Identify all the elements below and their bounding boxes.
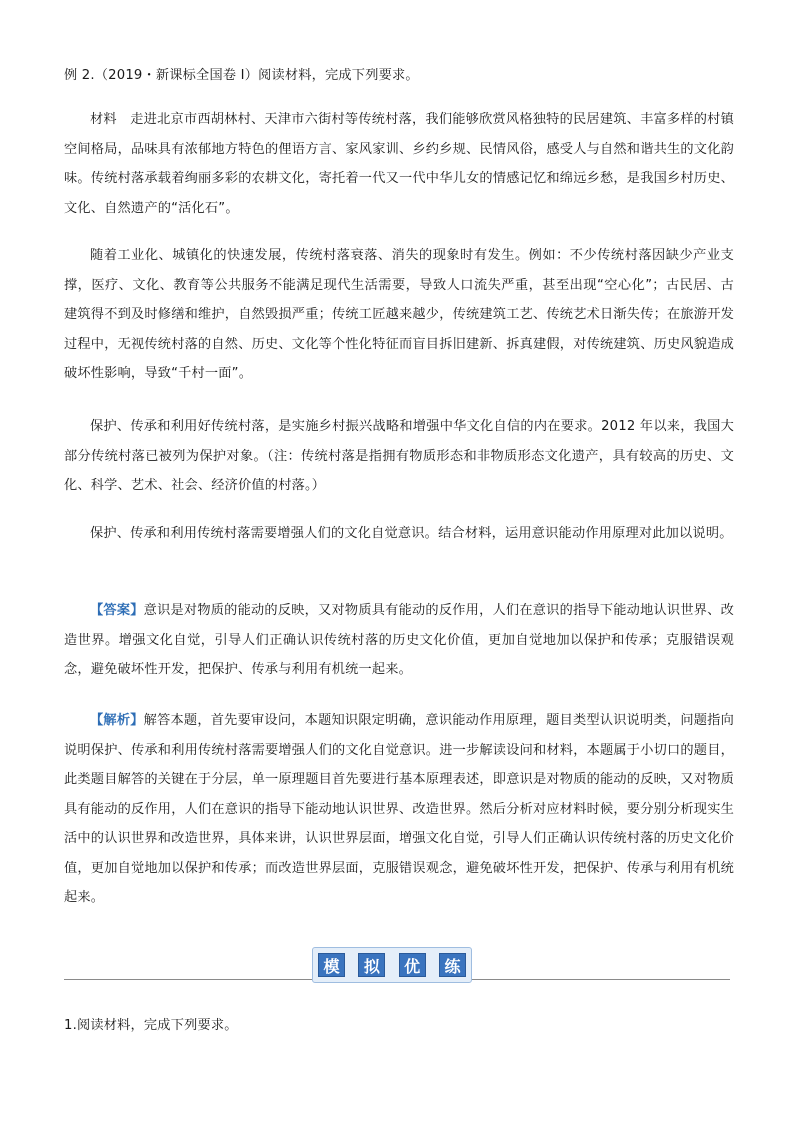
material-paragraph-3: 保护、传承和利用好传统村落，是实施乡村振兴战略和增强中华文化自信的内在要求。2012 年以来，我国大部分传统村落已被列为保护对象。（注：传统村落是指拥有物质形态和非物质形态文化遗产，具有较高的历史、文化、科学、艺术、社会、经济价值的村落。） <box>64 419 734 493</box>
section-banner <box>312 947 474 985</box>
banner-char-1: 模 <box>318 953 345 977</box>
analysis-text: 解答本题，首先要审设问，本题知识限定明确，意识能动作用原理，题目类型认识说明类，问题指向说明保护、传承和利用传统村落需要增强人们的文化自觉意识。进一步解读设问和材料，本题属于小切口的题目，此类题目解答的关键在于分层，单一原理题目首先要进行基本原理表述，即意识是对物质的能动的反映，又对物质具有能动的反作用，人们在意识的指导下能动地认识世界、改造世界。然后分析对应材料时候，要分别分析现实生活中的认识世界和改造世界，具体来讲，认识世界层面，增强文化自觉，引导人们正确认识传统村落的历史文化价值，更加自觉地加以保护和传承；而改造世界层面，克服错误观念，避免破坏性开发，把保护、传承与利用有机统起来。 <box>64 713 734 905</box>
material-paragraph-1: 材料 走进北京市西胡林村、天津市六街村等传统村落，我们能够欣赏风格独特的民居建筑、丰富多样的村镇空间格局，品味具有浓郁地方特色的俚语方言、家风家训、乡约乡规、民情风俗，感受人与自然和谐共生的文化韵味。传统村落承载着绚丽多彩的农耕文化，寄托着一代又一代中华儿女的情感记忆和绵远乡愁，是我国乡村历史、文化、自然遗产的“活化石”。 <box>64 112 734 216</box>
analysis-tag: 【解析】 <box>90 713 144 728</box>
question-text: 保护、传承和利用传统村落需要增强人们的文化自觉意识。结合材料，运用意识能动作用原理对此加以说明。 <box>90 526 733 541</box>
answer-text: 意识是对物质的能动的反映，又对物质具有能动的反作用，人们在意识的指导下能动地认识世界、改造世界。增强文化自觉，引导人们正确认识传统村落的历史文化价值，更加自觉地加以保护和传承；克服错误观念，避免破坏性开发，把保护、传承与利用有机统一起来。 <box>64 603 734 677</box>
answer-block <box>64 596 734 685</box>
banner-char-2: 拟 <box>358 953 385 977</box>
example-header: 例 2.（2019・新课标全国卷 I）阅读材料，完成下列要求。 <box>64 68 419 83</box>
practice-question-1: 1.阅读材料，完成下列要求。 <box>64 1018 238 1033</box>
material-paragraph-2: 随着工业化、城镇化的快速发展，传统村落衰落、消失的现象时有发生。例如：不少传统村落因缺少产业支撑，医疗、文化、教育等公共服务不能满足现代生活需要，导致人口流失严重，甚至出现“空心化”；古民居、古建筑得不到及时修缮和维护，自然毁损严重；传统工匠越来越少，传统建筑工艺、传统艺术日渐失传；在旅游开发过程中，无视传统村落的自然、历史、文化等个性化特征而盲目拆旧建新、拆真建假，对传统建筑、历史风貌造成破坏性影响，导致“千村一面”。 <box>64 248 734 381</box>
banner-char-4: 练 <box>439 953 466 977</box>
banner-char-3: 优 <box>399 953 426 977</box>
answer-tag: 【答案】 <box>90 603 144 618</box>
analysis-block <box>64 706 734 913</box>
